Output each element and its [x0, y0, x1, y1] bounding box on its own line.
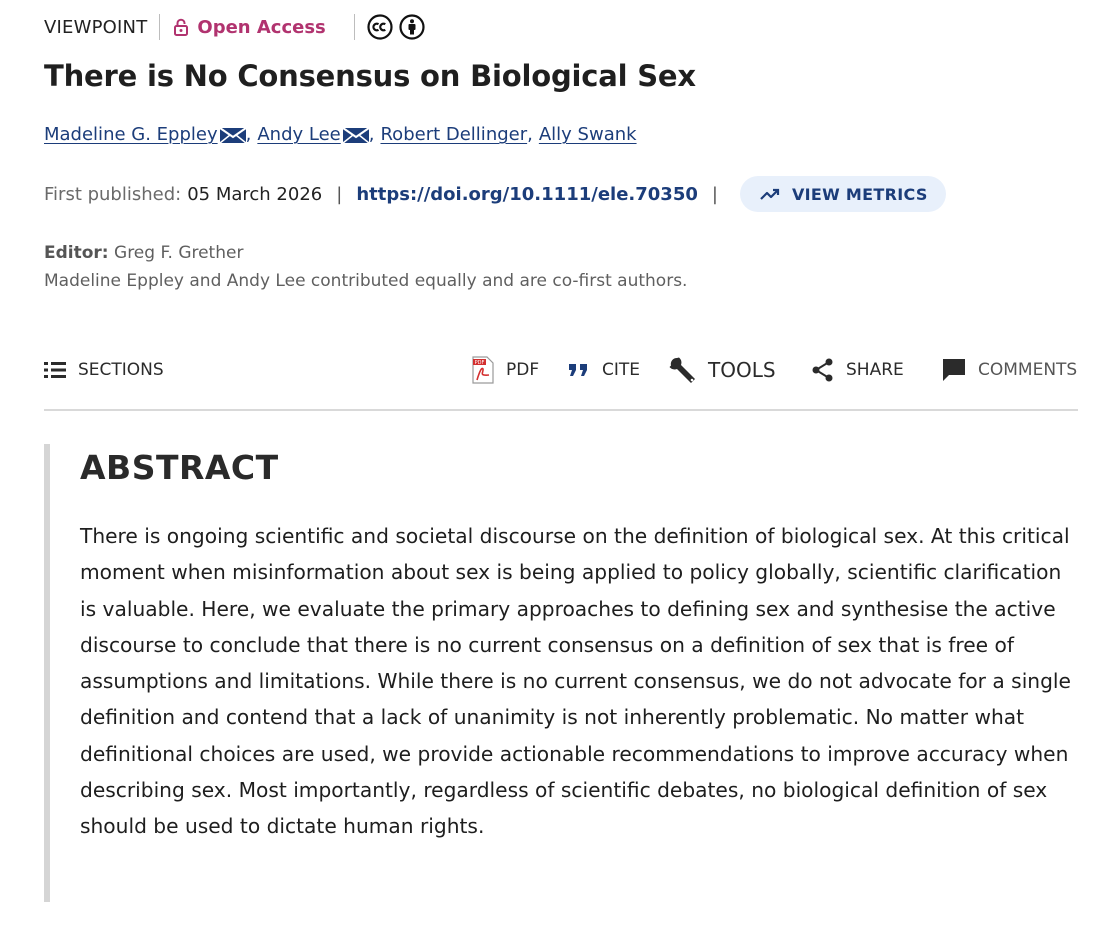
comments-button[interactable] — [942, 350, 1077, 390]
doi-link[interactable]: https://doi.org/10.1111/ele.70350 — [356, 183, 698, 205]
author-link[interactable]: Andy Lee — [257, 124, 341, 145]
separator: | — [336, 183, 343, 205]
open-access-label: Open Access — [197, 16, 326, 38]
view-metrics-label: VIEW METRICS — [791, 184, 928, 204]
abstract-section — [44, 444, 1084, 902]
trending-up-icon — [760, 188, 780, 200]
article-toolbar — [44, 350, 1078, 390]
toolbar-divider — [44, 409, 1078, 411]
license-icons[interactable] — [367, 14, 425, 40]
pdf-button[interactable] — [472, 350, 539, 390]
share-icon — [812, 358, 834, 382]
article-page — [44, 0, 1078, 932]
editor-label: Editor: — [44, 243, 109, 263]
author-link[interactable]: Ally Swank — [538, 124, 637, 145]
author-list — [44, 124, 637, 145]
quote-icon — [568, 363, 590, 377]
abstract-heading: ABSTRACT — [80, 448, 279, 487]
separator — [354, 14, 355, 40]
publication-date: 05 March 2026 — [187, 183, 323, 205]
tools-button[interactable] — [668, 350, 776, 390]
first-published-label: First published: — [44, 183, 182, 205]
abstract-text: There is ongoing scientific and societal discourse on the definition of biological sex. At this critical moment when misinformation about sex is being applied to policy globally, scientific clarification is valuable. Here, we evaluate the primary approaches to defining sex and synthesise the active discourse to conclude that there is no current consensus on a definition of sex that is free of assumptions and limitations. While there is no current consensus, we do not advocate for a single definition and contend that a lack of unanimity is not inherently problematic. No matter what definitional choices are used, we provide actionable recommendations to improve accuracy when describing sex. Most importantly, regardless of scientific debates, no biological definition of sex should be used to dictate human rights. — [80, 524, 1071, 839]
view-metrics-button[interactable] — [740, 176, 946, 212]
article-type-label: VIEWPOINT — [44, 16, 148, 38]
editor-name: Greg F. Grether — [114, 243, 244, 263]
wrench-icon — [668, 356, 696, 384]
cite-button[interactable] — [568, 350, 640, 390]
publication-info — [44, 176, 946, 212]
author-link[interactable]: Madeline G. Eppley — [44, 124, 218, 145]
author-separator: , — [245, 124, 252, 145]
author-separator: , — [527, 124, 533, 145]
open-access-badge[interactable] — [174, 17, 325, 38]
tools-label: TOOLS — [708, 358, 776, 382]
author-separator: , — [368, 124, 375, 145]
article-title: There is No Consensus on Biological Sex — [44, 59, 696, 93]
envelope-icon[interactable] — [220, 126, 246, 144]
svg-text:PDF: PDF — [474, 360, 485, 366]
separator: | — [711, 183, 718, 205]
article-meta-row — [44, 13, 425, 41]
pdf-label: PDF — [506, 360, 540, 380]
author-link[interactable]: Robert Dellinger — [380, 124, 528, 145]
share-label: SHARE — [846, 360, 904, 380]
lock-open-icon — [174, 18, 188, 36]
envelope-icon[interactable] — [343, 126, 369, 144]
sections-button[interactable] — [44, 350, 164, 390]
pdf-icon — [472, 356, 494, 384]
sections-label: SECTIONS — [78, 360, 164, 380]
share-button[interactable] — [812, 350, 904, 390]
co-first-author-note: Madeline Eppley and Andy Lee contributed equally and are co-first authors. — [44, 271, 688, 291]
cc-icon — [367, 14, 393, 40]
comment-icon — [942, 358, 966, 382]
attribution-icon — [399, 14, 425, 40]
list-icon — [44, 362, 66, 378]
separator — [159, 14, 160, 40]
cite-label: CITE — [602, 360, 641, 380]
editor-line — [44, 243, 243, 263]
comments-label: COMMENTS — [978, 360, 1078, 380]
